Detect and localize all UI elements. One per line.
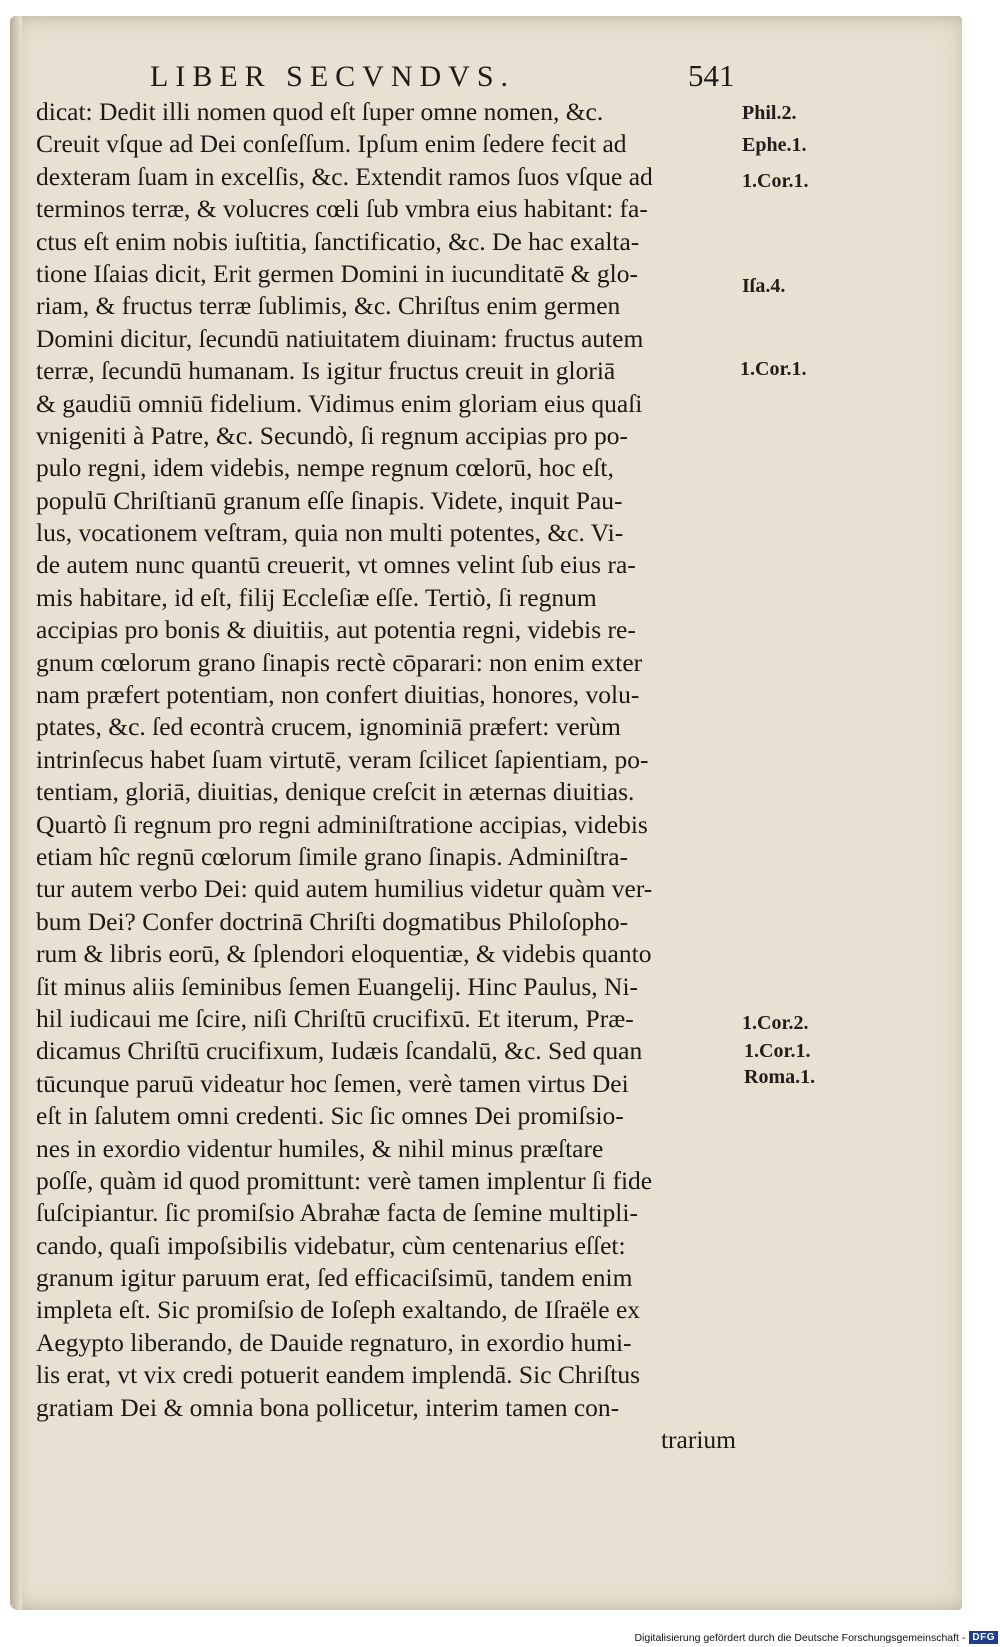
page-gutter-edge	[10, 16, 22, 1610]
text-line: nes in exordio videntur humiles, & nihil minus præſtare	[36, 1133, 604, 1163]
text-line: eſt in ſalutem omni credenti. Sic ſic omnes Dei promiſsio-	[36, 1101, 624, 1131]
text-line: Creuit vſque ad Dei conſeſſum. Ipſum enim ſedere fecit ad	[36, 129, 627, 159]
marginal-note-roma: Roma.1.	[744, 1066, 816, 1088]
text-line: ctus eſt enim nobis iuſtitia, ſanctificatio, &c. De hac exalta-	[36, 226, 640, 256]
text-line: dicamus Chriſtū crucifixum, Iudæis ſcandalū, &c. Sed quan	[36, 1036, 643, 1066]
marginal-note-isa: Iſa.4.	[742, 275, 786, 297]
text-line: tur autem verbo Dei: quid autem humilius videtur quàm ver-	[36, 874, 653, 904]
text-line: tione Iſaias dicit, Erit germen Domini in iucunditatē & glo-	[36, 258, 638, 288]
text-line: lis erat, vt vix credi potuerit eandem implendā. Sic Chriſtus	[36, 1360, 641, 1390]
text-line: cando, quaſi impoſsibilis videbatur, cùm centenarius eſſet:	[36, 1230, 626, 1260]
running-head: LIBER SECVNDVS.	[150, 60, 516, 93]
marginal-note-cor1-third: 1.Cor.1.	[744, 1040, 811, 1062]
text-line: gnum cœlorum grano ſinapis rectè cōparari: non enim exter	[36, 647, 643, 677]
body-text	[36, 96, 736, 1456]
text-line: dicat: Dedit illi nomen quod eſt ſuper omne nomen, &c.	[36, 97, 604, 126]
text-line: dexteram ſuam in excelſis, &c. Extendit ramos ſuos vſque ad	[36, 161, 653, 191]
text-line: rum & libris eorū, & ſplendori eloquentiæ, & videbis quanto	[36, 939, 652, 969]
text-line: ptates, &c. ſed econtrà crucem, ignominiā præfert: verùm	[36, 712, 621, 742]
marginal-note-cor1-second: 1.Cor.1.	[740, 358, 807, 380]
text-line: lus, vocationem veſtram, quia non multi potentes, &c. Vi-	[36, 518, 624, 548]
marginal-note-cor1-first: 1.Cor.1.	[742, 170, 809, 192]
text-line: ſit minus aliis ſeminibus ſemen Euangelij. Hinc Paulus, Ni-	[36, 971, 639, 1001]
page-number: 541	[688, 58, 735, 93]
text-line: ſuſcipiantur. ſic promiſsio Abrahæ facta de ſemine multipli-	[36, 1198, 638, 1228]
catchword: trarium	[660, 1425, 736, 1455]
text-line: Quartò ſi regnum pro regni adminiſtratione accipias, videbis	[36, 809, 648, 839]
text-line: poſſe, quàm id quod promittunt: verè tamen implentur ſi fide	[36, 1165, 653, 1195]
funding-credit: Digitalisierung gefördert durch die Deutsche Forschungsgemeinschaft -	[634, 1631, 966, 1644]
text-line: & gaudiū omniū fidelium. Vidimus enim gloriam eius quaſi	[36, 388, 643, 418]
marginal-note-cor2: 1.Cor.2.	[742, 1012, 809, 1034]
text-line: pulo regni, idem videbis, nempe regnum cœlorū, hoc eſt,	[36, 453, 614, 483]
text-line: riam, & fructus terræ ſublimis, &c. Chriſtus enim germen	[36, 291, 621, 321]
text-line: granum igitur paruum erat, ſed efficaciſsimū, tandem enim	[36, 1263, 633, 1293]
text-line: etiam hîc regnū cœlorum ſimile grano ſinapis. Adminiſtra-	[36, 841, 629, 871]
marginal-note-phil: Phil.2.	[742, 102, 797, 124]
digitization-footer	[600, 1628, 1000, 1647]
text-line: accipias pro bonis & diuitiis, aut potentia regni, videbis re-	[36, 615, 636, 645]
text-line: de autem nunc quantū creuerit, vt omnes velint ſub eius ra-	[36, 550, 636, 580]
dfg-logo-icon: DFG	[969, 1631, 998, 1644]
text-line: intrinſecus habet ſuam virtutē, veram ſcilicet ſapientiam, po-	[36, 744, 649, 774]
text-line: tentiam, gloriā, diuitias, denique creſcit in æternas diuitias.	[36, 777, 635, 807]
text-line: mis habitare, id eſt, filij Eccleſiæ eſſe. Tertiò, ſi regnum	[36, 582, 597, 612]
text-line: terræ, ſecundū humanam. Is igitur fructus creuit in gloriā	[36, 356, 616, 386]
text-line: vnigeniti à Patre, &c. Secundò, ſi regnum accipias pro po-	[36, 420, 629, 450]
text-line: tūcunque paruū videatur hoc ſemen, verè tamen virtus Dei	[36, 1068, 629, 1098]
text-line: gratiam Dei & omnia bona pollicetur, interim tamen con-	[36, 1392, 620, 1422]
text-line: nam præfert potentiam, non confert diuitias, honores, volu-	[36, 680, 640, 710]
text-line: terminos terræ, & volucres cœli ſub vmbra eius habitant: fa-	[36, 194, 648, 224]
marginal-note-ephe: Ephe.1.	[742, 134, 807, 156]
text-line: bum Dei? Confer doctrinā Chriſti dogmatibus Philoſopho-	[36, 906, 629, 936]
text-line: impleta eſt. Sic promiſsio de Ioſeph exaltando, de Iſraële ex	[36, 1295, 641, 1325]
text-line: hil iudicaui me ſcire, niſi Chriſtū crucifixū. Et iterum, Præ-	[36, 1003, 634, 1033]
text-line: Domini dicitur, ſecundū natiuitatem diuinam: fructus autem	[36, 323, 644, 353]
text-line: populū Chriſtianū granum eſſe ſinapis. Videte, inquit Pau-	[36, 485, 623, 515]
text-line: Aegypto liberando, de Dauide regnaturo, in exordio humi-	[36, 1327, 632, 1357]
